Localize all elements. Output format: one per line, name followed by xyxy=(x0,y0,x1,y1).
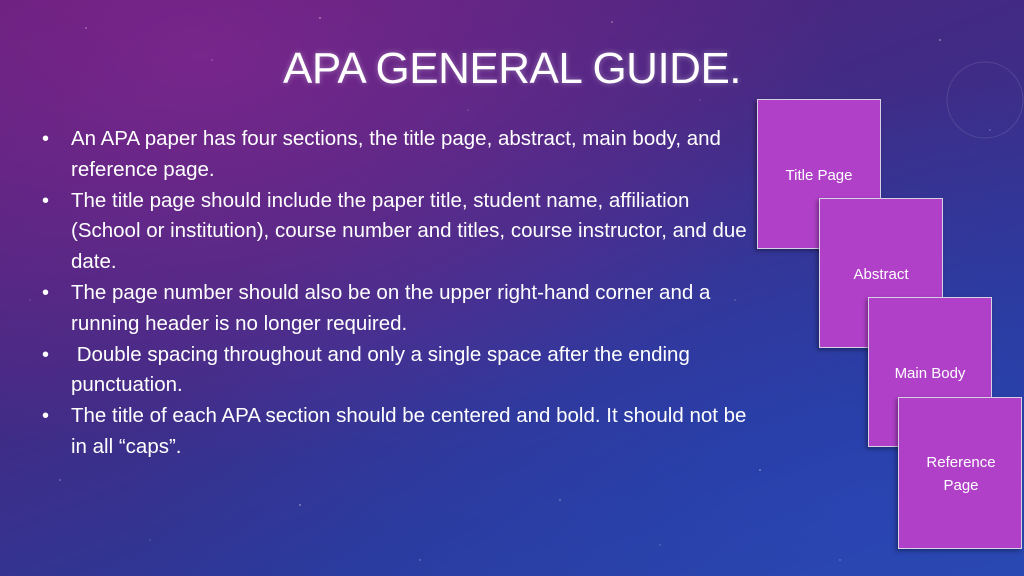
bullet-item: • An APA paper has four sections, the title page, abstract, main body, and reference page. xyxy=(42,124,762,186)
card-label: Title Page xyxy=(785,167,853,184)
bullet-item: • The page number should also be on the upper right-hand corner and a running header is no longer required. xyxy=(42,278,762,340)
card-label: Abstract xyxy=(853,266,909,283)
card-reference-page xyxy=(898,397,1022,549)
bullet-item: • The title of each APA section should be centered and bold. It should not be in all “caps”. xyxy=(42,401,762,463)
bullet-item: • Double spacing throughout and only a single space after the ending punctuation. xyxy=(42,340,762,402)
bullet-item: • The title page should include the paper title, student name, affiliation (School or institution), course number and titles, course instructor, and due date. xyxy=(42,186,762,278)
slide-title: APA GENERAL GUIDE. xyxy=(282,44,742,93)
card-label: Main Body xyxy=(894,365,966,382)
bullet-list xyxy=(42,124,762,463)
card-label: Reference Page xyxy=(926,454,996,494)
